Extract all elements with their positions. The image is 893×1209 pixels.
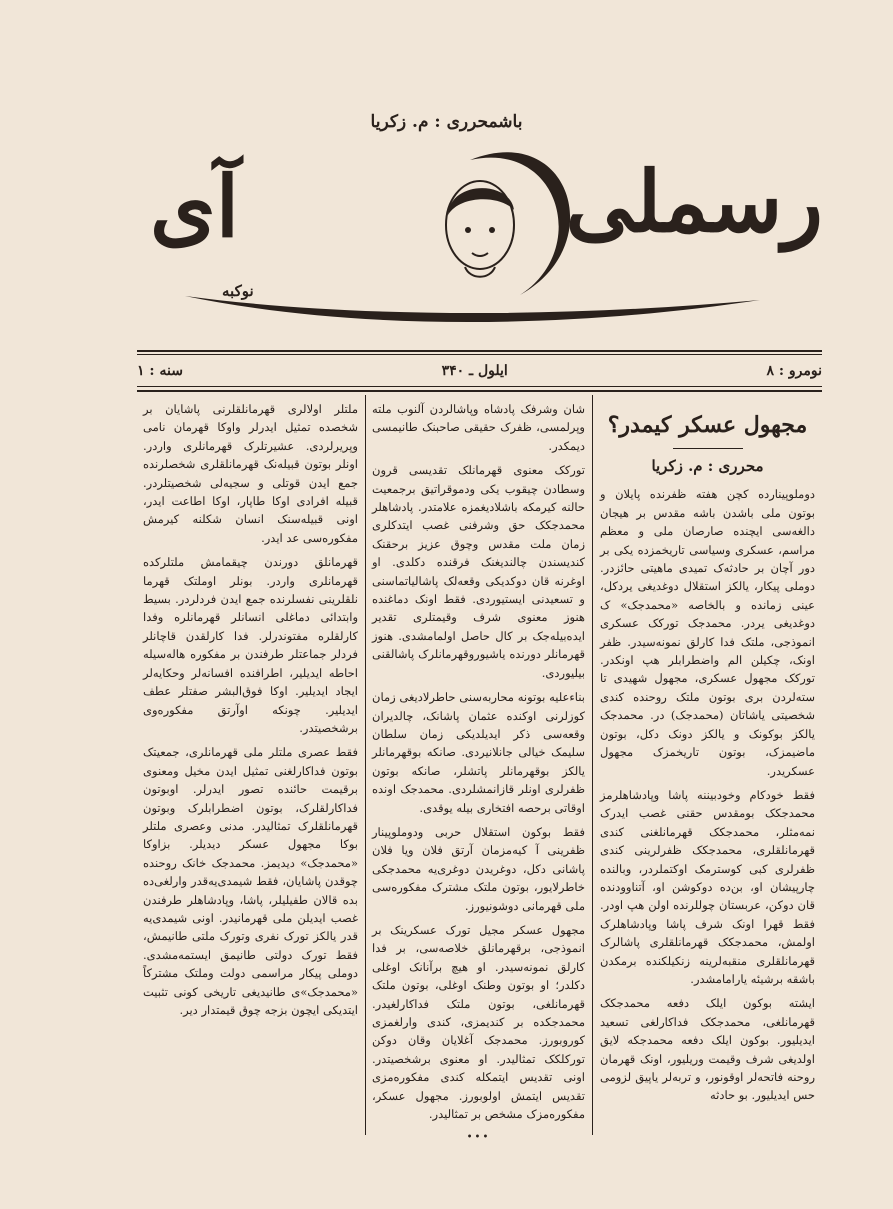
paragraph: قهرمانلق دورندن چیقمامش ملتلرکده قهرمانلری واردر. بونلر اوملتک قهرما نلقلرینی نفسلرنده جمع ایدن فردلردر. بسیط وابتدائی دماغلی انسانلر قهرمانلره وفدا کارلقلره مفتوندرلر. فدا کارلقدن قاچانلر فردلر جماعتلر طرفندن بر مفکوره هاله‌سیله احاطه ایدیلیر، اطرافنده افسانه‌لر وحکایه‌لر ایجاد ایدیلیر. اوکا فوق‌البشر صفتلر عطف ایدیلیر. چونکه اوآرتق مفکوره‌وی برشخصیتدر.	[143, 555, 358, 735]
paragraph: فقط عصری ملتلر ملی قهرمانلری، جمعیتک بوتون فداکارلغنی تمثیل ایدن مخیل ومعنوی برقیمت حائنده تصور ایدرلر. اوبوتون فداکارلقلرک، بوتون اضطرابلرک وبوتون قهرمانلقلرک تمثالیدر. مدنی وعصری ملتلر بوکا مجهول عسکر دیدیلر. بزاوکا «محمدجک» دیدیمز. محمدجک خانک روحنده چوقدن پاشایان، فقط شیمدی‌یه‌قدر وارلغی‌ده بده قالان طفیلیلر، پاشا، وپادشاهلر طرفندن غصب ایدیلن ملی قهرمانیدر. اونی شیمدی‌یه قدر یالکز تورک نفری وتورک ملتی طانیمش، فقط تورک دولتی طانیمق ایستمه‌مشدی. دوملی پیکار مراسمی دولت وملتک مشترکاً «محمدجک»ی طانیدیغی تاریخی کونی تثبیت ایتدیکی ایچون بزجه چوق قیمتدار دیر.	[143, 745, 358, 1017]
issue-date: ایلول ـ ۳۴۰	[441, 363, 508, 379]
paragraph: ایشته بوکون ایلک دفعه محمدجکک قهرمانلغی، محمدجکک فداکارلغی تسعید ایدیلیور. بوکون ایلک دفعه محمدجکه لایق اولدیغی شرف وقیمت وریلیور، اونک قهرمان روحنه فاتحه‌لر اوقونور، و تربه‌لر یاپیق لزومی حس ایدیلیور. بو حادثه	[600, 996, 815, 1103]
paragraph: فقط بوکون استقلال حربی ودوملوپینار ظفرینی آ کیه‌مزمان آرتق فلان ویا فلان پاشانی دکل، دوغریدن دوغری‌یه محمدجکی خاطرلایور، بوتون ملتک مشترک مفکوره‌سی ملی قهرمانی دوشونیورز.	[372, 824, 585, 913]
paragraph: مجهول عسکر مجیل تورک عسکرینک بر انموذجی، برقهرمانلق خلاصه‌سی، بر فدا کارلق نمونه‌سیدر. او هیچ برآنانک اوغلی دکلدر؛ او بوتون وطنک اوغلی، بوتون ملتک قهرمانلغی، بوتون ملتک فداکارلغیدر. محمدجکده بر کندیمزی، کندی وارلغمزی کوروبورز. محمدجک آغلایان وقان دوکن تورکلکک تمثالیدر. او معنوی برشخصیتدر. اونی تقدیس ایتمکله کندی مفکوره‌مزی تقدیس ایتمش اولوبورز. مجهول عسکر، مفکوره‌مزک مشخص بر تمثالیدر.	[372, 922, 585, 1122]
woman-portrait-icon	[420, 155, 540, 290]
masthead-rule-bottom	[137, 390, 822, 392]
masthead-rule-top	[137, 350, 822, 352]
editor-credit: باشمحرری : م. زکریا	[370, 112, 523, 132]
column-2	[372, 400, 585, 1148]
column-divider	[365, 395, 366, 1135]
masthead-title-right: رسملی	[565, 152, 823, 251]
masthead-rule-top-thin	[137, 354, 822, 355]
article-headline: مجهول عسکر کیمدر؟	[607, 412, 808, 438]
paragraph: ملتلر اولالری قهرمانلقلرنی پاشایان بر شخصده تمثیل ایدرلر واوکا قهرمان نامی وپریرلردی. عشیرتلرک قهرمانلری واردر. اونلر بوتون قبیله‌نک قهرمانلقلری شخصلرنده جمع ایدن قوتلی و سجیه‌لی شخصیتلردر. قبیله افرادی اوکا طاپار، اوکا اطاعت ایدر، اونی قبیله‌سنک انسان شکلنه کیرمش مفکوره‌سی عد ایدر.	[143, 402, 358, 545]
headline-separator	[673, 448, 743, 449]
issue-year: سنه : ۱	[137, 363, 183, 379]
paragraph: شان وشرفک پادشاه وپاشالردن آلنوب ملته وپرلمسی، ظفرک حقیقی صاحبنک طانیمسی دیمکدر.	[372, 402, 585, 453]
masthead-title-left: آی	[150, 157, 240, 256]
paragraph: تورکک معنوی قهرمانلک تقدیسی قرون وسطادن چیقوب یکی ودموقراتیق برجمعیت حالنه کیرمکه باشلادیغمزه علامتدر. پادشاهلر محمدجکک حق وشرفنی غصب ایتدکلری زمان ملت مقدس وچوق عزیز برحقنک کندیسندن چالندیغنک فرقنده دکلدی. او اوغرنه قان دوکدیکی وقعه‌لک پاشالیاتماسنی و تسعیدنی ایستیوردی. فقط اونک دماغنده هنوز معنوی شرف وقیمتلری تقدیر ایده‌بیله‌جک بر کال حاصل اولمامشدی. هنوز قهرمانلر دورنده یاشیوروقهرمانلرک پاشالقنی بیلیوردی.	[372, 463, 585, 680]
article-byline: محرری : م. زکریا	[651, 457, 764, 475]
masthead-subtitle: نوکبه	[222, 282, 254, 300]
masthead-rule-bottom-thin	[137, 386, 822, 387]
paragraph: فقط خودکام وخودبیننه پاشا وپادشاهلرمز محمدجکک بومقدس حقنی غصب ایدرک نمه‌مثلر، محمدجکک قهرمانلغنی کندی قهرمانلقلری، محمدجکک ظفرلرینی کندی ظفرلری کبی کوسترمک اوکتملردر، وبالنده چارپیشان او، بن‌ده دوکوشن او، آتناوودنده قان دوکن، عربستان چوللرنده اولن هپ اودر. فقط قهرا اونک شرف پاشا وپادشاهلرک اولمش، محمدجکک قهرمانلقلری پاشالرک قهرمانلقلری منقبه‌لرینه زنکیلکنده برمکدن باشقه برشیئه یارامامشدر.	[600, 787, 815, 986]
dateline	[137, 358, 822, 384]
column-divider	[592, 395, 593, 1135]
paragraph: بناءعلیه بوتونه محاربه‌سنی حاطرلادیغی زمان کوزلرنی اوکنده عثمان پاشانک، چالدیران وقعه‌سی ذکر ایدیلدیکی زمان سلطان سلیمک خیالی جانلانیردی. صانکه بوقهرمانلر یالکز بوقهرمانلر پاتشلر، صانکه بوتون ظفرلری اونلر قازانمشلردی. محمدجک اونده اوقاتی برحصه افتخاری بیله یوقدی.	[372, 690, 585, 815]
column-1	[600, 400, 815, 1111]
end-mark: •••	[466, 1132, 491, 1144]
paragraph: دوملوپینارده کچن هفته ظفرنده پایلان و بوتون ملی باشدن باشه مقدس بر هیجان دالغه‌سی ایچنده صارصان ملی و معظم مراسم، عسکری وسیاسی تاریخمزده یکی بر دور آچان بر حادثه‌ک تمیدی ماهیتی حائزدر. دوملی پیکار، یالکز استقلال دوغدیغی یردکل، عینی زمانده و بالخاصه «محمدجک» ک دوغدیغی یردر. محمدجک تورکک عسکری انموذجی، ملتک فدا کارلق نمونه‌سیدر. ظفر اونک، چکیلن الم واضطرابلر هپ اونکدر. تورکک مجهول عسکری، مجهول شهیدی تا سته‌لردن بری بوتون ملتک روحنده کندی شخصیتی یاشاتان (محمدجک) در. محمدجک یالکز بوکونک و یالکز دونک دکل، بوتون ماضیمزک، بوتون تاریخمزک مجهول عسکریدر.	[600, 487, 815, 778]
column-3	[143, 400, 358, 1025]
issue-number: نومرو : ۸	[766, 363, 822, 379]
